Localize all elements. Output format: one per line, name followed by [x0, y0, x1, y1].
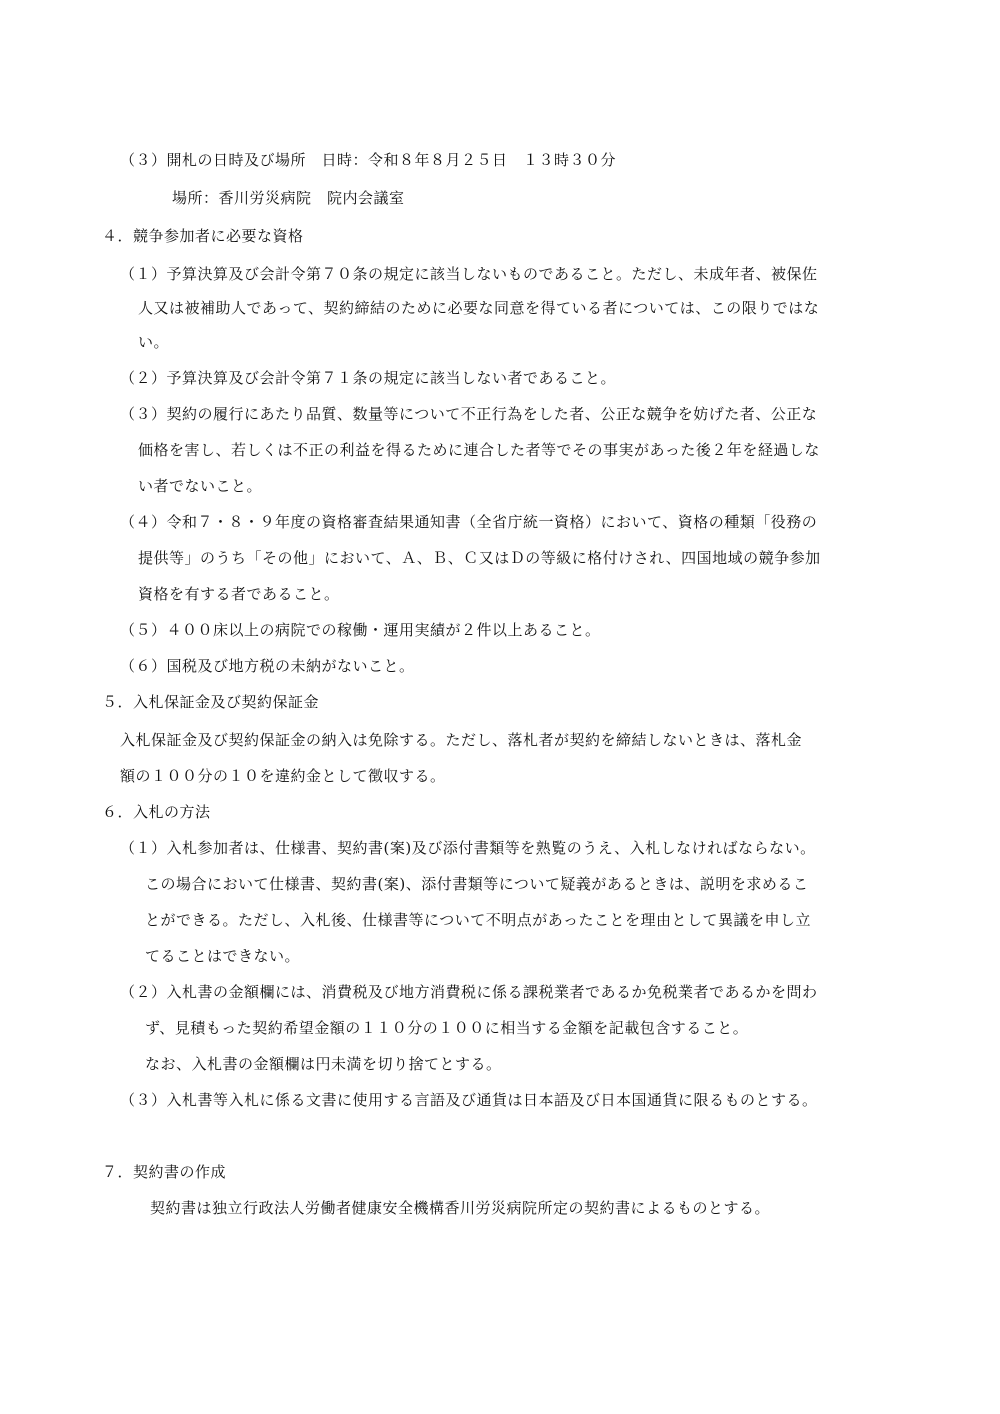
section-4-item-4-line-1: （４）令和７・８・９年度の資格審査結果通知書（全省庁統一資格）において、資格の種類「役務の — [120, 513, 818, 531]
section-4-item-5: （５）４００床以上の病院での稼働・運用実績が２件以上あること。 — [120, 621, 601, 639]
section-4-item-3-line-1: （３）契約の履行にあたり品質、数量等について不正行為をした者、公正な競争を妨げた者、公正な — [120, 405, 818, 423]
section-6-item-2-line-3: なお、入札書の金額欄は円未満を切り捨てとする。 — [145, 1055, 502, 1073]
section-4-item-3-line-2: 価格を害し、若しくは不正の利益を得るために連合した者等でその事実があった後２年を経過しな — [138, 441, 820, 459]
section-7-heading: ７．契約書の作成 — [102, 1163, 227, 1181]
section-5-body-line-2: 額の１００分の１０を違約金として徴収する。 — [120, 767, 446, 785]
section-6-item-1-line-2: この場合において仕様書、契約書(案)、添付書類等について疑義があるときは、説明を求めるこ — [145, 875, 809, 893]
section-4-item-3-line-3: い者でないこと。 — [138, 477, 263, 495]
section-6-item-2-line-1: （２）入札書の金額欄には、消費税及び地方消費税に係る課税業者であるか免税業者であるかを問わ — [120, 983, 818, 1001]
section-4-item-4-line-3: 資格を有する者であること。 — [138, 585, 340, 603]
section-4-item-2: （２）予算決算及び会計令第７１条の規定に該当しない者であること。 — [120, 369, 617, 387]
section-4-item-1-line-2: 人又は被補助人であって、契約締結のために必要な同意を得ている者については、この限りではな — [138, 299, 820, 317]
opening-place-line: 場所：香川労災病院 院内会議室 — [172, 189, 405, 207]
section-6-item-1-line-1: （１）入札参加者は、仕様書、契約書(案)及び添付書類等を熟覧のうえ、入札しなければならない。 — [120, 839, 816, 857]
section-6-item-3: （３）入札書等入札に係る文書に使用する言語及び通貨は日本語及び日本国通貨に限るものとする。 — [120, 1091, 818, 1109]
opening-datetime-line: （３）開札の日時及び場所 日時：令和８年８月２５日 １３時３０分 — [120, 151, 617, 169]
section-5-heading: ５．入札保証金及び契約保証金 — [102, 693, 320, 711]
section-6-item-2-line-2: ず、見積もった契約希望金額の１１０分の１００に相当する金額を記載包含すること。 — [145, 1019, 749, 1037]
section-7-body: 契約書は独立行政法人労働者健康安全機構香川労災病院所定の契約書によるものとする。 — [150, 1199, 771, 1217]
section-5-body-line-1: 入札保証金及び契約保証金の納入は免除する。ただし、落札者が契約を締結しないときは、落札金 — [120, 731, 803, 749]
section-4-item-6: （６）国税及び地方税の未納がないこと。 — [120, 657, 415, 675]
section-4-item-1-line-3: い。 — [138, 333, 170, 351]
section-4-heading: ４．競争参加者に必要な資格 — [102, 227, 304, 245]
section-6-item-1-line-3: とができる。ただし、入札後、仕様書等について不明点があったことを理由として異議を申し立 — [145, 911, 812, 929]
section-6-item-1-line-4: てることはできない。 — [145, 947, 301, 965]
section-6-heading: ６．入札の方法 — [102, 803, 211, 821]
section-4-item-4-line-2: 提供等」のうち「その他」において、Ａ、Ｂ、Ｃ又はＤの等級に格付けされ、四国地域の競争参加 — [138, 549, 821, 567]
section-4-item-1-line-1: （１）予算決算及び会計令第７０条の規定に該当しないものであること。ただし、未成年者、被保佐 — [120, 265, 818, 283]
